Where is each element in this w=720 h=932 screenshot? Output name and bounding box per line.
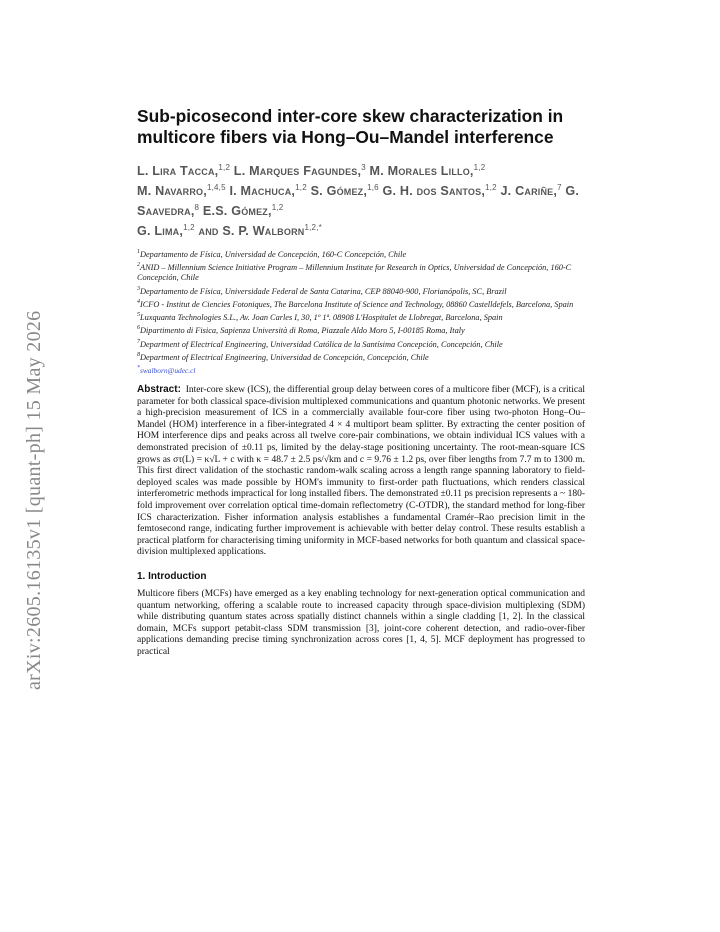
affiliation: $^8$Department of Electrical Engineering, Universidad de Concepción, Concepción, Chile bbox=[137, 351, 429, 362]
affiliation: $^2$ANID – Millennium Science Initiative Program – Millennium Institute for Research in Optics, Universidad de Concepción, 160-C Concepción, Chile bbox=[137, 262, 572, 283]
author: J. Cariñe,$^7$ bbox=[496, 182, 562, 198]
section-heading-introduction: 1. Introduction bbox=[137, 570, 207, 582]
author: G. Lima,$^{1,2}$ bbox=[137, 222, 195, 238]
affiliation: $^4$ICFO - Institut de Ciencies Fotoniques, The Barcelona Institute of Science and Technology, 08860 Castelldefels, Barcelona, Spain bbox=[137, 299, 574, 309]
author: E.S. Gómez,$^{1,2}$ bbox=[199, 202, 284, 218]
email-link[interactable]: swalborn@udec.cl bbox=[140, 365, 196, 375]
author: G. Saavedra,$^8$ bbox=[137, 183, 580, 218]
abstract bbox=[137, 384, 585, 559]
author: L. Lira Tacca,$^{1,2}$ bbox=[137, 163, 231, 179]
arxiv-identifier-stamp[interactable]: arXiv:2605.16135v1 [quant-ph] 15 May 2026 bbox=[23, 310, 45, 690]
author: L. Marques Fagundes,$^3$ bbox=[230, 163, 366, 179]
introduction-paragraph: Multicore fibers (MCFs) have emerged as a key enabling technology for next-generation optical communication and quantum networking, offering a scalable route to increased capacity through space-division multiplexing (SDM) while distributing quantum states across spatially distinct channels within a single cladding [1, 2]. In the classical domain, MCFs support petabit-class SDM transmission [3], joint-core coherent detection, and radio-over-fiber applications demanding precise timing synchronization across cores [1, 4, 5]. MCF deployment has progressed to practical bbox=[137, 588, 585, 657]
paper-title: Sub-picosecond inter-core skew characterization in multicore fibers via Hong–Ou–Mandel interference bbox=[137, 106, 564, 147]
affiliations bbox=[137, 247, 585, 376]
author: G. H. dos Santos,$^{1,2}$ bbox=[378, 182, 497, 198]
author: S. Gómez,$^{1,6}$ bbox=[306, 182, 379, 198]
corresponding-email[interactable]: *swalborn@udec.cl bbox=[137, 364, 196, 375]
affiliation: $^7$Department of Electrical Engineering, Universidad Católica de la Santísima Concepción, Concepción, Chile bbox=[137, 338, 503, 349]
author: and S. P. Walborn$^{1,2,*}$ bbox=[194, 222, 322, 238]
author-list bbox=[137, 160, 585, 239]
author: I. Machuca,$^{1,2}$ bbox=[225, 182, 307, 198]
affiliation: $^1$Departamento de Física, Universidad de Concepción, 160-C Concepción, Chile bbox=[137, 249, 407, 259]
author: M. Morales Lillo,$^{1,2}$ bbox=[365, 163, 486, 179]
affiliation: $^6$Dipartimento di Fisica, Sapienza Università di Roma, Piazzale Aldo Moro 5, I-00185 Roma, Italy bbox=[137, 325, 465, 336]
affiliation: $^5$Luxquanta Technologies S.L., Av. Joan Carles I, 30, 1º 1ª. 08908 L'Hospitalet de Llobregat, Barcelona, Spain bbox=[137, 312, 503, 322]
abstract-label: Abstract: bbox=[137, 384, 181, 396]
paper-content bbox=[137, 106, 585, 659]
author: M. Navarro,$^{1,4,5}$ bbox=[137, 182, 226, 198]
abstract-text: Inter-core skew (ICS), the differential group delay between cores of a multicore fiber (MCF), is a critical parameter for both classical space-division multiplexed communications and quantum photonic networks. We present a high-precision measurement of ICS in a commercially available four-core fiber using two-photon Hong–Ou–Mandel (HOM) interference in a fiber-integrated 4 × 4 multiport beam splitter. By extracting the center position of HOM interference dips and peaks across all twelve core-pair combinations, we obtain individual ICS values with a demonstrated precision of ±0.11 ps, limited by the delay-stage positioning uncertainty. The root-mean-square ICS grows as στ(L) = κ√L + c with κ = 48.7 ± 2.5 ps/√km and c = 9.76 ± 1.2 ps, over fiber lengths from 7.7 m to 1300 m. This first direct validation of the stochastic random-walk scaling across a length range spanning laboratory to field-deployed scales was made possible by HOM's immunity to first-order path fluctuations, which renders classical interferometric methods impractical for long installed fibers. The demonstrated ±0.11 ps precision represents a ~ 180-fold improvement over correlation optical time-domain reflectometry (C-OTDR), the standard method for long-fiber ICS characterization. Fisher information analysis establishes a fundamental Cramér–Rao precision limit in the femtosecond range, indicating further improvement is achievable with better delay control. These results establish a practical platform for characterising timing uniformity in MCF-based networks for both quantum and classical space-division multiplexed applications. bbox=[137, 385, 585, 558]
affiliation: $^3$Departamento de Física, Universidade Federal de Santa Catarina, CEP 88040-900, Florianópolis, SC, Brazil bbox=[137, 285, 507, 296]
